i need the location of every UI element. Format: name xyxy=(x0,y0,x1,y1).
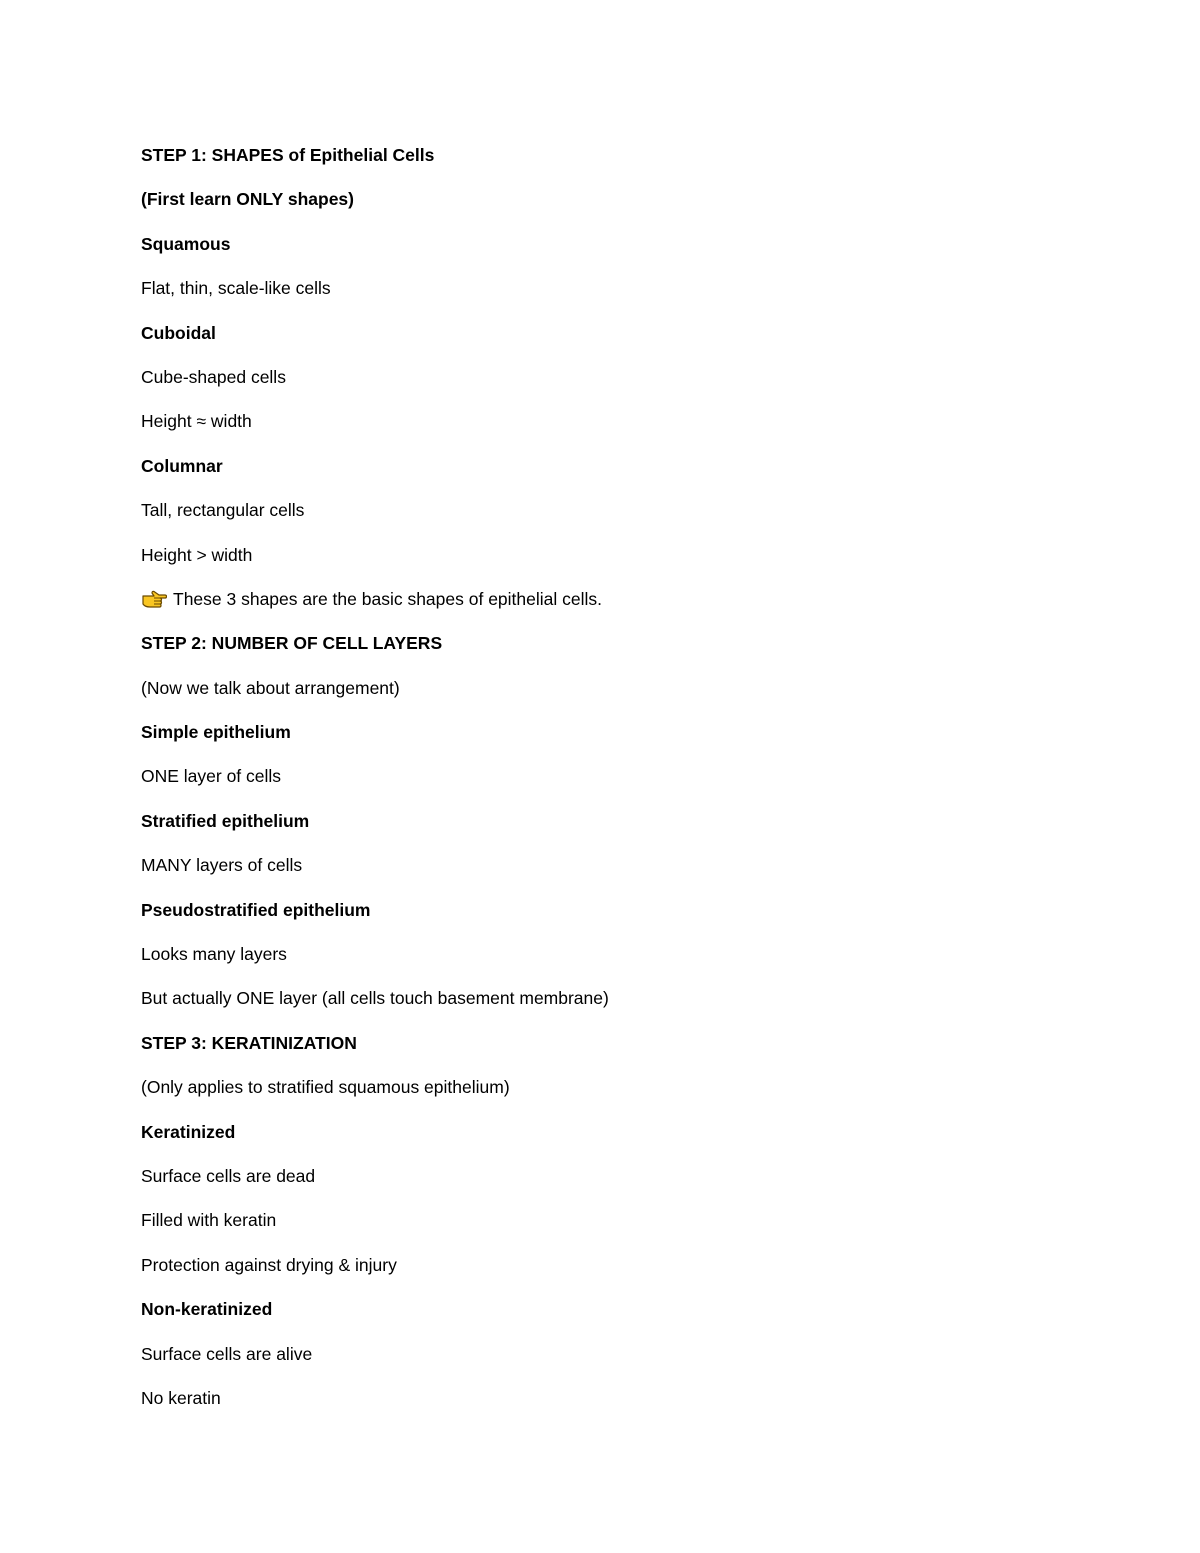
line-text: ONE layer of cells xyxy=(141,766,282,787)
doc-heading xyxy=(141,895,1101,925)
doc-heading xyxy=(141,806,1101,836)
line-text: STEP 1: SHAPES of Epithelial Cells xyxy=(141,145,435,165)
line-text: (First learn ONLY shapes) xyxy=(141,189,354,210)
line-text: Squamous xyxy=(141,233,231,254)
line-text: Tall, rectangular cells xyxy=(141,500,305,521)
line-text: Cube-shaped cells xyxy=(141,366,286,387)
doc-text-line xyxy=(141,850,1101,880)
doc-heading xyxy=(141,1028,1101,1058)
doc-text-line xyxy=(141,406,1101,436)
doc-text-line xyxy=(141,983,1101,1013)
doc-text-line xyxy=(141,1072,1101,1102)
doc-heading xyxy=(141,1294,1101,1324)
doc-text-line xyxy=(141,939,1101,969)
doc-heading xyxy=(141,229,1101,259)
line-text: Looks many layers xyxy=(141,944,287,965)
line-text: MANY layers of cells xyxy=(141,855,303,876)
line-text: Surface cells are alive xyxy=(141,1343,313,1364)
doc-text-line xyxy=(141,1383,1101,1413)
line-text: But actually ONE layer (all cells touch basement membrane) xyxy=(141,988,609,1009)
line-text: Surface cells are dead xyxy=(141,1165,316,1186)
doc-heading xyxy=(141,451,1101,481)
line-text: Non-keratinized xyxy=(141,1299,273,1320)
line-text: Filled with keratin xyxy=(141,1210,277,1231)
line-text: STEP 2: NUMBER OF CELL LAYERS xyxy=(141,633,443,654)
line-text: STEP 3: KERATINIZATION xyxy=(141,1032,357,1053)
doc-heading xyxy=(141,184,1101,214)
line-text: Columnar xyxy=(141,455,223,476)
line-text: Flat, thin, scale-like cells xyxy=(141,278,331,299)
line-text: Cuboidal xyxy=(141,322,216,343)
line-text: These 3 shapes are the basic shapes of epithelial cells. xyxy=(173,588,603,609)
line-text: Height > width xyxy=(141,544,253,565)
doc-heading xyxy=(141,1117,1101,1147)
line-text: (Now we talk about arrangement) xyxy=(141,677,400,698)
doc-text-line xyxy=(141,495,1101,525)
pointing-hand-icon xyxy=(141,587,167,609)
line-text: Stratified epithelium xyxy=(141,810,310,831)
doc-heading xyxy=(141,717,1101,747)
doc-text-line xyxy=(141,1205,1101,1235)
document-body xyxy=(141,140,1101,1427)
doc-heading xyxy=(141,318,1101,348)
line-text: (Only applies to stratified squamous epithelium) xyxy=(141,1077,510,1098)
doc-text-line xyxy=(141,761,1101,791)
line-text: Protection against drying & injury xyxy=(141,1254,397,1275)
doc-text-line xyxy=(141,362,1101,392)
doc-text-line xyxy=(141,1250,1101,1280)
line-text: Height ≈ width xyxy=(141,411,252,432)
doc-heading xyxy=(141,628,1101,658)
doc-text-line xyxy=(141,584,1101,614)
doc-heading xyxy=(141,140,1101,170)
doc-text-line xyxy=(141,1339,1101,1369)
line-text: Pseudostratified epithelium xyxy=(141,899,371,920)
doc-text-line xyxy=(141,273,1101,303)
doc-text-line xyxy=(141,673,1101,703)
line-text: Keratinized xyxy=(141,1121,236,1142)
doc-text-line xyxy=(141,540,1101,570)
doc-text-line xyxy=(141,1161,1101,1191)
line-text: No keratin xyxy=(141,1387,221,1408)
line-text: Simple epithelium xyxy=(141,722,291,743)
